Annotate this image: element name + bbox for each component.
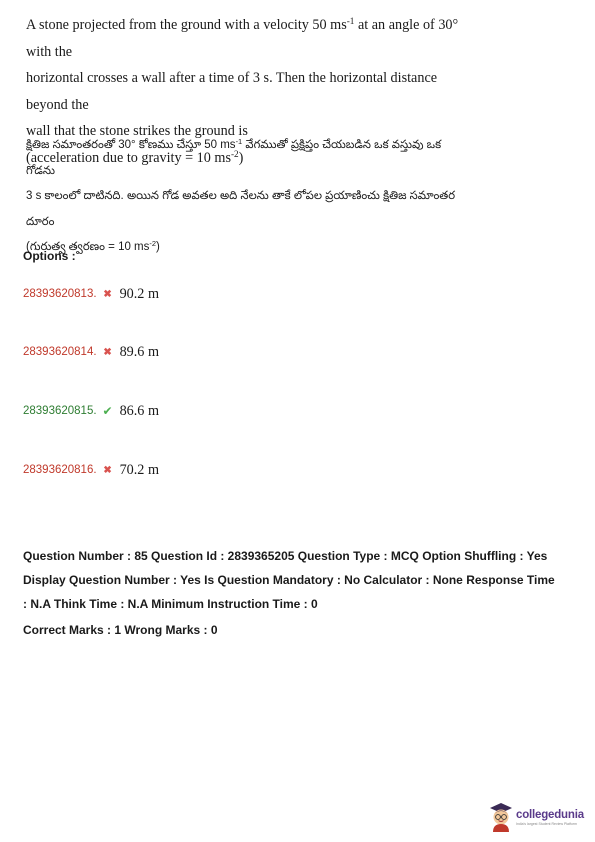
option-4[interactable] bbox=[23, 460, 159, 480]
option-2[interactable] bbox=[23, 342, 159, 362]
student-mascot-icon bbox=[488, 801, 514, 833]
option-id: 28393620814. bbox=[23, 346, 97, 358]
collegedunia-logo bbox=[488, 800, 592, 834]
cross-icon: ✖ bbox=[103, 288, 112, 300]
logo-tagline: India's largest Student Review Platform bbox=[516, 821, 577, 826]
question-meta bbox=[23, 544, 578, 642]
question-te-line: (గురుత్వ త్వరణం = 10 $ms^{-2}$) bbox=[26, 238, 160, 253]
meta-line: Correct Marks : 1 Wrong Marks : 0 bbox=[23, 623, 218, 637]
question-te-line: 3 s కాలంలో దాటినది. అయిన గోడ అవతల అది నేలను తాకే లోపల ప్రయాణించు క్షితిజ సమాంతర bbox=[26, 190, 456, 202]
option-1[interactable] bbox=[23, 284, 159, 304]
cross-icon: ✖ bbox=[103, 346, 112, 358]
meta-line: : N.A Think Time : N.A Minimum Instruction Time : 0 bbox=[23, 597, 318, 611]
question-en-line: horizontal crosses a wall after a time of 3 s. Then the horizontal distance beyond the bbox=[26, 70, 438, 113]
question-telugu bbox=[26, 133, 466, 261]
meta-line: Question Number : 85 Question Id : 2839365205 Question Type : MCQ Option Shuffling : Yes bbox=[23, 549, 548, 563]
option-id: 28393620815. bbox=[23, 405, 97, 417]
options-heading: Options : bbox=[23, 249, 76, 263]
question-en-line: A stone projected from the ground with a velocity 50 $ms^{-1}$ at an angle of 30° with the bbox=[26, 15, 459, 60]
question-en-line: (acceleration due to gravity = 10 $ms^{-2}$) bbox=[26, 148, 244, 166]
check-icon: ✔ bbox=[102, 404, 113, 418]
option-id: 28393620816. bbox=[23, 464, 97, 476]
meta-line: Display Question Number : Yes Is Question Mandatory : No Calculator : None Response Time bbox=[23, 573, 555, 587]
option-text: 89.6 m bbox=[119, 343, 159, 360]
option-text: 90.2 m bbox=[119, 285, 159, 302]
option-id: 28393620813. bbox=[23, 288, 97, 300]
option-3[interactable] bbox=[23, 401, 159, 421]
cross-icon: ✖ bbox=[103, 464, 112, 476]
question-en-line: wall that the stone strikes the ground is bbox=[26, 123, 248, 139]
question-te-line: దూరం bbox=[26, 215, 55, 228]
option-text: 86.6 m bbox=[119, 402, 159, 419]
question-te-line: క్షితిజ సమాంతరంతో 30° కోణము చేస్తూ 50 $ms^{-1}$ వేగముతో ప్రక్షిప్తం చేయబడిన ఒక వస్తువు ఒక గోడను bbox=[26, 136, 442, 177]
logo-name: collegedunia bbox=[516, 808, 584, 821]
option-text: 70.2 m bbox=[119, 461, 159, 478]
